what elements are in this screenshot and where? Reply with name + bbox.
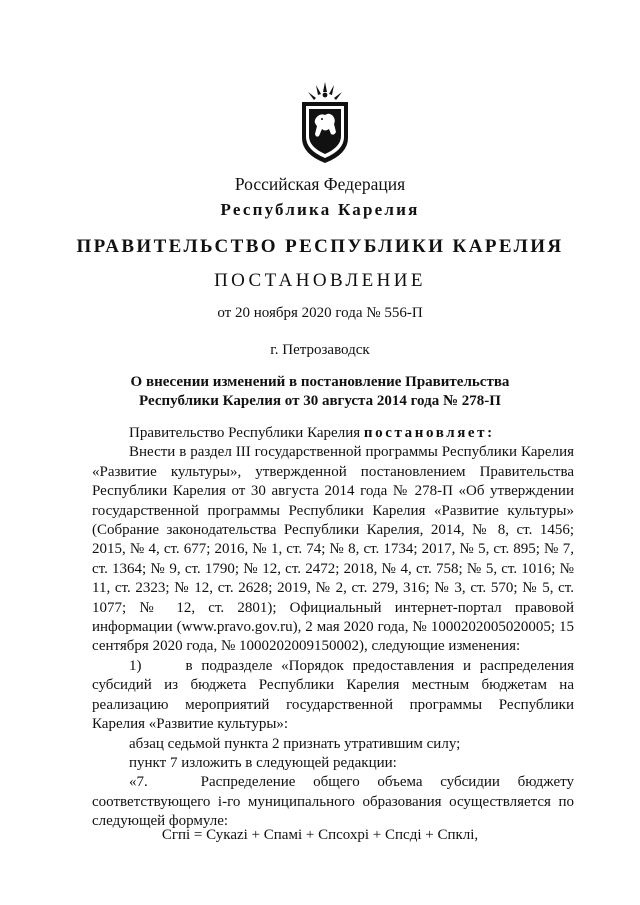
document-subject: О внесении изменений в постановление Правительства Республики Карелия от 30 августа 2014 года № 278-П [130, 374, 510, 409]
government-title: ПРАВИТЕЛЬСТВО РЕСПУБЛИКИ КАРЕЛИЯ [76, 236, 564, 257]
formula: Сгпi = Сукаzi + Спамi + Спсохрi + Спсдi + Спклi, [161, 827, 479, 843]
date-line: от 20 ноября 2020 года № 556-П [217, 305, 423, 321]
karelia-coat-of-arms-icon [298, 82, 352, 164]
document-body [92, 424, 574, 832]
intro-keyword: постановляет: [363, 425, 495, 441]
paragraph-3: абзац седьмой пункта 2 признать утратившим силу; [129, 735, 461, 752]
paragraph-2: 1) в подразделе «Порядок предоставления и распределения субсидий из бюджета Республики Карелия местным бюджетам на реализацию мероприятий государственной программы Республики Карелия «Развитие культуры»: [92, 657, 574, 733]
republic-line: Республика Карелия [220, 200, 420, 219]
federation-line: Российская Федерация [234, 174, 406, 194]
paragraph-1: Внести в раздел III государственной программы Республики Карелия «Развитие культуры», утвержденной постановлением Правительства Республики Карелия от 30 августа 2014 года № 278-П «Об утверждении государственной программы Республики Карелия «Развитие культуры» (Собрание законодательства Республики Карелия, 2014, № 8, ст. 1456; 2015, № 4, ст. 677; 2016, № 1, ст. 74; № 8, ст. 1734; 2017, № 5, ст. 895; № 7, ст. 1364; № 9, ст. 1790; № 12, ст. 2472; 2018, № 4, ст. 758; № 5, ст. 1016; № 11, ст. 2323; № 12, ст. 2628; 2019, № 2, ст. 279, 316; № 3, ст. 570; № 5, ст. 1077; № 12, ст. 2801); Официальный интернет-портал правовой информации (www.pravo.gov.ru), 2 мая 2020 года, № 1000202005020005; 15 сентября 2020 года, № 1000202009150002), следующие изменения: [92, 444, 574, 655]
intro-text: Правительство Республики Карелия [129, 425, 364, 441]
paragraph-5: «7. Распределение общего объема субсидии бюджету соответствующего i-го муниципального образования осуществляется по следующей формуле: [92, 774, 574, 830]
intro-paragraph [92, 424, 574, 443]
document-type: ПОСТАНОВЛЕНИЕ [214, 270, 426, 291]
city-line: г. Петрозаводск [270, 342, 370, 358]
paragraph-4: пункт 7 изложить в следующей редакции: [129, 754, 397, 771]
